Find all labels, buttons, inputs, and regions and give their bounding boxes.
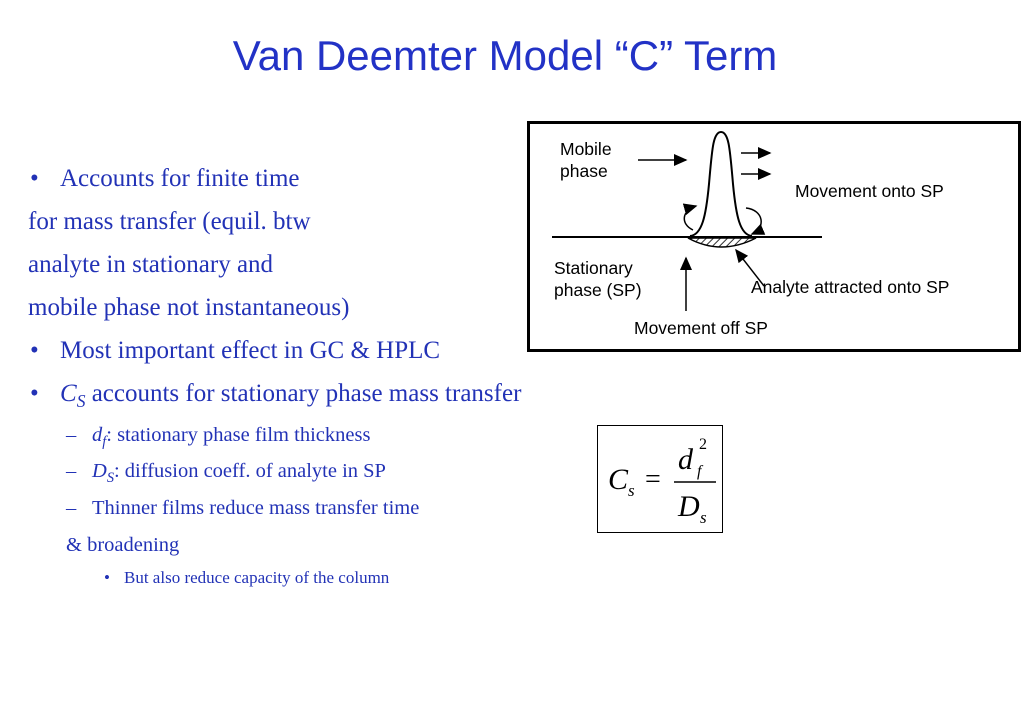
cs-equation-box — [597, 425, 723, 533]
sub-bullet-text: : diffusion coeff. of analyte in SP — [113, 460, 386, 482]
dash-marker: – — [66, 460, 77, 482]
bullet-continuation: analyte in stationary and — [28, 251, 274, 278]
sub-sub-bullet-capacity — [104, 568, 389, 588]
bullet-continuation: mobile phase not instantaneous) — [28, 294, 350, 321]
analyte-peak — [690, 132, 752, 236]
sub-bullet-text: : stationary phase film thickness — [106, 424, 371, 446]
bullet-marker: • — [30, 380, 39, 407]
eq-num-sub: f — [697, 463, 702, 480]
stationary-phase-label: Stationary phase (SP) — [554, 258, 642, 300]
mass-transfer-diagram — [527, 121, 1021, 352]
movement-onto-curve — [746, 208, 761, 234]
sub-bullet-df — [66, 424, 370, 451]
bullet-continuation: for mass transfer (equil. btw — [28, 208, 311, 235]
movement-off-curve — [684, 206, 696, 230]
eq-den: D — [678, 490, 700, 523]
sub-bullet-text: Thinner films reduce mass transfer time — [92, 497, 420, 519]
bullet-gc-hplc — [30, 337, 440, 365]
eq-lhs-sub: s — [628, 481, 635, 500]
mobile-phase-label: Mobile phase — [560, 139, 612, 181]
eq-num: d — [678, 443, 693, 476]
bullet-marker: • — [30, 165, 39, 192]
ds-variable: $D_S$ — [92, 460, 114, 487]
eq-num-sup: 2 — [699, 436, 707, 453]
adsorbed-region — [688, 238, 756, 247]
sub-bullet-ds — [66, 460, 386, 487]
bullet-text: accounts for stationary phase mass transfer — [85, 380, 522, 407]
bullet-cs — [30, 380, 521, 412]
slide-title: Van Deemter Model “C” Term — [232, 32, 778, 79]
cs-variable: $C_S$ — [60, 380, 86, 411]
bullet-finite-time — [30, 165, 300, 193]
cs-equation — [598, 426, 722, 532]
eq-equals: = — [645, 464, 661, 495]
bullet-text: Accounts for finite time — [60, 165, 300, 192]
df-variable: $d_f$ — [92, 424, 107, 451]
eq-den-sub: s — [700, 508, 707, 527]
movement-onto-label: Movement onto SP — [795, 181, 944, 201]
bullet-marker: • — [104, 568, 110, 587]
movement-off-label: Movement off SP — [634, 318, 768, 338]
sub-sub-bullet-text: But also reduce capacity of the column — [124, 568, 390, 587]
dash-marker: – — [66, 424, 77, 446]
sub-bullet-continuation: & broadening — [66, 534, 180, 556]
eq-lhs: C — [608, 463, 629, 496]
sub-bullet-thinner — [66, 497, 419, 520]
bullet-text: Most important effect in GC & HPLC — [60, 337, 441, 364]
analyte-attracted-label: Analyte attracted onto SP — [751, 277, 950, 297]
bullet-marker: • — [30, 337, 39, 364]
dash-marker: – — [66, 497, 77, 519]
